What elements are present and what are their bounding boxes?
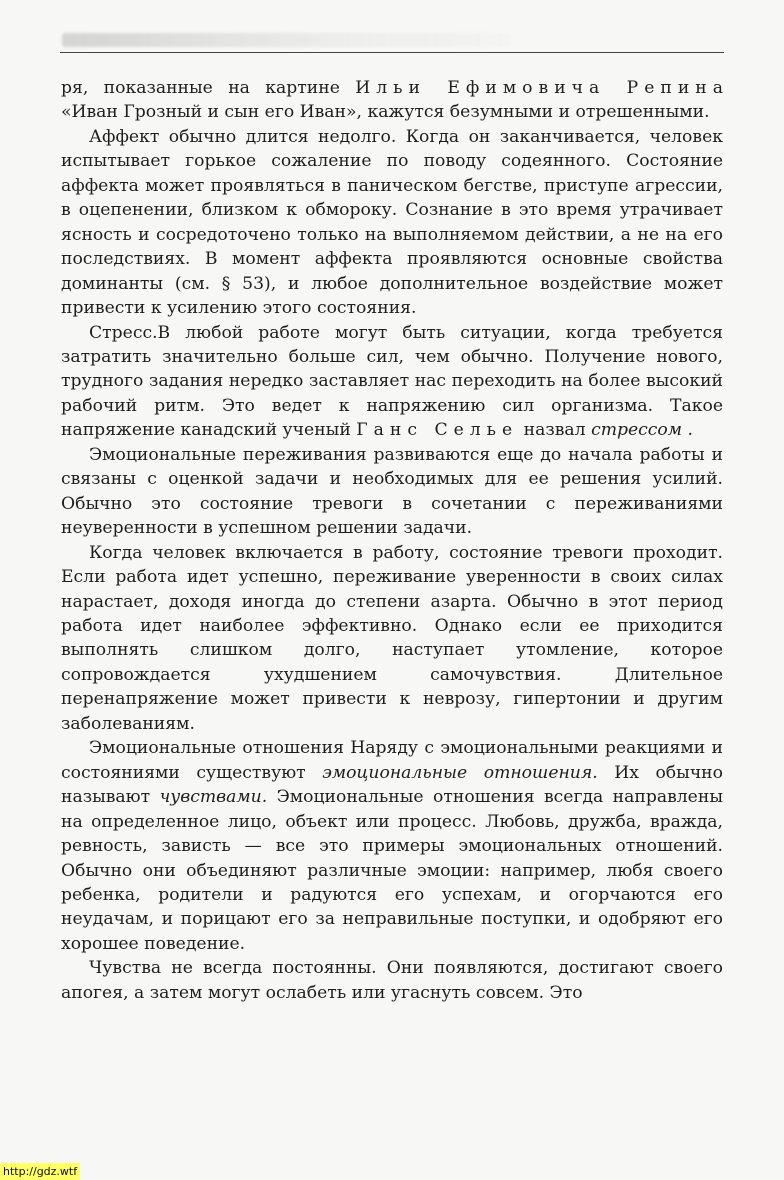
text-run: Эмоциональные отношения Наряду с эмоциональными реакциями и состояниями существуют (61, 738, 723, 783)
body-paragraph (61, 321, 723, 443)
text-run: Чувства не всегда постоянны. Они появляются, достигают своего апогея, а затем могут ослабеть или угаснуть совсем. Это (61, 958, 723, 1003)
body-paragraph (61, 541, 723, 737)
body-paragraph (61, 125, 723, 321)
body-paragraph (61, 956, 723, 1005)
header-divider (60, 52, 724, 53)
body-paragraph (61, 443, 723, 541)
text-run: Эмоциональные переживания развиваются еще до начала работы и связаны с оценкой задачи и необходимых для ее решения усилий. Обычно это состояние тревоги в сочетании с переживаниями неуверенности в успешном решении задачи. (61, 444, 723, 539)
running-header (62, 33, 512, 47)
text-run: Стресс.В любой работе могут быть ситуации, когда требуется затратить значительно больше сил, чем обычно. Получение нового, трудного задания нередко заставляет нас переходить на более высокий рабочий ритм. Это ведет к напряжению сил организма. Такое напряжение канадский ученый (61, 322, 723, 441)
text-run: . (682, 420, 693, 441)
emphasized-term: эмоциональные отношения. (322, 762, 598, 783)
body-paragraph (61, 736, 723, 956)
text-run: а «Иван Грозный и сын его Иван», кажутся безумными и отрешенными. (61, 78, 723, 123)
text-run: Аффект обычно длится недолго. Когда он заканчивается, человек испытывает горькое сожаление по поводу содеянного. Состояние аффекта может проявляться в паническом бегстве, приступе агрессии, в оцепенении, близком к обмороку. Сознание в это время утрачивает ясность и сосредоточено только на выполняемом действии, а не на его последствиях. В момент аффекта проявляются основные свойства доминанты (см. § 53), и любое дополнительное воздействие может привести к усилению этого состояния. (61, 126, 723, 319)
spaced-name: Ильи Ефимовича Репин (355, 78, 713, 98)
watermark-link[interactable]: http://gdz.wtf (0, 1163, 80, 1180)
text-run: ря, показанные на картине (61, 78, 356, 98)
body-paragraph (61, 76, 723, 125)
page-text (61, 76, 723, 1005)
emphasized-term: чувствами. (159, 787, 268, 808)
text-run: Их обычно называют (61, 762, 723, 808)
text-run: назвал (518, 420, 592, 441)
emphasized-term: стрессом (591, 420, 683, 441)
text-run: Эмоциональные отношения всегда направлены на определенное лицо, объект или процесс. Любовь, дружба, вражда, ревность, зависть — все это примеры эмоциональных отношений. Обычно они объединяют различные эмоции: например, любя своего ребенка, родители и радуются его успехам, и огорчаются его неудачам, и порицают его за неправильные поступки, и одобряют его хорошее поведение. (61, 787, 723, 954)
text-run: Когда человек включается в работу, состояние тревоги проходит. Если работа идет успешно, переживание уверенности в своих силах нарастает, доходя иногда до степени азарта. Обычно в этот период работа идет наиболее эффективно. Однако если ее приходится выполнять слишком долго, наступает утомление, которое сопровождается ухудшением самочувствия. Длительное перенапряжение может привести к неврозу, гипертонии и другим заболеваниям. (61, 542, 723, 734)
spaced-name: Ганс Селье (356, 420, 519, 441)
